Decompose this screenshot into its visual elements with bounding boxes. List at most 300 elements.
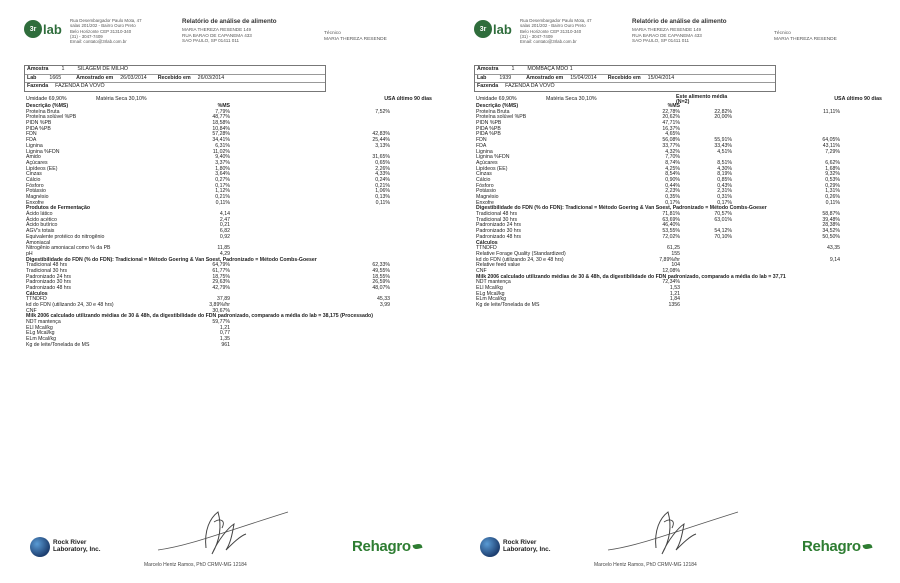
row-value-average: 20,00% — [714, 114, 732, 121]
tecnico-block — [324, 31, 387, 43]
recebido-label: Recebido em — [607, 74, 641, 81]
recebido-date: 15/04/2014 — [647, 74, 675, 81]
address-line: Belo Horizonte CEP 31310-340 — [520, 28, 582, 34]
row-label: PIDN %PB — [476, 120, 502, 127]
row-label: FDN — [26, 131, 37, 138]
amostrado-label: Amostrado em — [526, 74, 564, 81]
row-value-ms: 4,32% — [665, 148, 680, 155]
row-value-ms: %MS — [217, 103, 230, 109]
rock-river-logo — [480, 537, 550, 557]
row-value-usa: 42,83% — [372, 131, 390, 138]
row-label: FDN — [476, 137, 487, 144]
row-value-ms: 64,79% — [212, 262, 230, 269]
row-label: Produtos de Fermentação — [26, 205, 90, 212]
row-label: CNF — [476, 267, 487, 274]
row-label: Nitrogênio amoniacal como % da PB — [26, 245, 111, 252]
row-label: Fósforo — [476, 182, 494, 189]
row-value-ms: 7,89%/hr — [659, 256, 680, 263]
row-label: Descrição (%MS) — [476, 103, 519, 109]
rock-river-name — [503, 540, 550, 554]
row-label: Tradicional 48 hrs — [26, 262, 68, 269]
amostra-row — [475, 66, 775, 75]
row-value-average: 2,31% — [717, 188, 732, 195]
row-label: Proteína Bruta — [26, 108, 60, 115]
umidade-text: Umidade 69,90% — [476, 96, 517, 102]
rehagro-wordmark: Rehagro — [802, 538, 861, 555]
row-value-usa: 64,05% — [822, 137, 840, 144]
row-value-usa: 6,62% — [825, 159, 840, 166]
signature-caption: Marcelo Hentz Ramos, PhD CRMV-MG 12184 — [144, 562, 247, 568]
row-value-usa: 45,33 — [377, 296, 390, 303]
logo-badge: 3r — [24, 20, 42, 38]
row-label: Cinzas — [476, 171, 492, 178]
row-value-usa: 1,68% — [825, 165, 840, 172]
lab-label: Lab — [477, 74, 487, 81]
row-value-ms: 104 — [671, 262, 680, 269]
row-value-ms: 2,47 — [219, 216, 230, 223]
row-value-usa: 39,48% — [822, 216, 840, 223]
row-label: Cálcio — [476, 176, 491, 183]
report-page-left — [8, 0, 448, 583]
row-label: Proteína solúvel %PB — [476, 114, 527, 121]
row-label: Lignina %FDN — [26, 148, 60, 155]
amostra-name: MOMBAÇA MDO 1 — [527, 66, 573, 72]
row-label: ELg Mcal/kg — [476, 290, 505, 297]
amostra-label: Amostra — [27, 66, 49, 72]
row-value-average: 55,91% — [714, 137, 732, 144]
row-label: Magnésio — [26, 194, 49, 200]
row-value-ms: 0,90% — [665, 176, 680, 183]
row-value-average: 4,30% — [717, 165, 732, 172]
amostrado-date: 15/04/2014 — [570, 74, 597, 81]
row-label: Fósforo — [26, 182, 44, 189]
lab-address — [70, 18, 142, 44]
row-value-usa: 43,11% — [822, 142, 840, 149]
row-value-ms: 0,35% — [665, 194, 680, 200]
address-line: salas 201/202 - Bairro Ouro Preto — [70, 23, 136, 29]
row-label: pH — [26, 250, 33, 257]
row-value-ms: 0,21 — [219, 222, 230, 229]
amostra-name: SILAGEM DE MILHO — [77, 66, 129, 72]
lab-row — [25, 75, 325, 84]
row-value-ms: 22,78% — [662, 108, 680, 115]
row-label: Enxofre — [476, 199, 494, 206]
row-label: Proteína solúvel %PB — [26, 114, 77, 121]
row-value-usa: 34,52% — [822, 228, 840, 235]
rock-river-line-1: Rock River — [53, 539, 87, 547]
row-value-ms: 18,58% — [212, 120, 230, 127]
row-label: Descrição (%MS) — [26, 103, 69, 109]
tecnico-label: Técnico — [774, 31, 791, 36]
row-value-ms: 59,77% — [212, 318, 230, 325]
row-label: Relative feed value — [476, 262, 521, 269]
client-address — [632, 27, 702, 44]
row-label: Potássio — [26, 188, 46, 195]
address-line: Belo Horizonte CEP 31310-340 — [70, 28, 132, 34]
address-line: Rua Desembargador Paulo Mota, 47 — [520, 18, 592, 23]
row-label: ELl Mcal/kg — [26, 324, 53, 331]
address-line: Rua Desembargador Paulo Mota, 47 — [70, 18, 142, 23]
row-value-average: 22,82% — [714, 108, 732, 115]
report-title: Relatório de análise de alimento — [632, 18, 727, 25]
row-value-average: 63,01% — [714, 216, 732, 223]
row-value-ms: 0,27% — [215, 176, 230, 183]
3rlab-logo — [24, 20, 62, 38]
row-value-ms: 72,34% — [662, 279, 680, 286]
row-value-ms: 0,92 — [219, 233, 230, 240]
client-line: RUA BARAO DE CAPANEMA 433 — [632, 32, 702, 38]
row-label: Milk 2006 calculado utilizando médias de 30 & 48h, da digestibilidade do FDN padronizado, comparado a média do lab = 37,71 — [476, 273, 786, 280]
table-row — [26, 343, 432, 349]
row-value-ms: 33,77% — [662, 142, 680, 149]
amostra-number: 1 — [511, 66, 515, 72]
row-value-ms: 9,40% — [215, 154, 230, 161]
row-label: ELm Mcal/kg — [476, 296, 506, 303]
row-value-usa: 3,13% — [375, 142, 390, 149]
row-label: Amoniacal — [26, 239, 51, 246]
row-label: Kg de leite/Tonelada de MS — [476, 301, 540, 308]
row-value-ms: 1,12% — [215, 188, 230, 195]
row-label: Ácido lático — [26, 211, 53, 218]
row-label: Equivalente protéico do nitrogênio — [26, 233, 105, 240]
row-value-ms: 20,62% — [662, 114, 680, 121]
row-label: Lignina — [26, 142, 43, 149]
row-value-ms: 8,74% — [665, 159, 680, 166]
row-label: Digestibilidade do FDN (% do FDN): Tradicional = Método Goering & Van Soest, Padronizado = Método Combs-Goeser — [476, 205, 767, 212]
row-value-ms: 1356 — [668, 301, 680, 308]
row-value-ms: 57,28% — [212, 131, 230, 138]
row-value-usa: 7,52% — [375, 108, 390, 115]
row-label: Lipídeos (EE) — [476, 165, 508, 172]
rehagro-logo — [802, 538, 872, 555]
report-header — [474, 14, 892, 62]
row-value-usa: 11,11% — [823, 108, 840, 115]
row-value-ms: 1,53 — [669, 284, 680, 291]
rock-river-logo — [30, 537, 100, 557]
row-label: TTNDFD — [26, 296, 47, 303]
row-label: NDT mantença — [476, 279, 511, 286]
row-value-usa: 49,55% — [372, 267, 390, 274]
row-label: Açúcares — [476, 159, 498, 166]
leaf-icon — [862, 543, 872, 550]
rock-river-line-2: Laboratory, Inc. — [53, 546, 101, 553]
row-label: Lignina — [476, 148, 493, 155]
row-value-usa: 2,26% — [375, 165, 390, 172]
address-line: Email: contato@3rlab.com.br — [520, 39, 577, 45]
row-value-ms: 3,89%/hr — [209, 302, 230, 309]
lab-row — [475, 75, 775, 84]
row-value-usa: 62,33% — [372, 262, 390, 269]
row-value-usa: 18,55% — [372, 273, 390, 280]
row-value-ms: 61,25 — [667, 245, 680, 252]
globe-icon — [30, 537, 50, 557]
signature — [148, 500, 298, 567]
fazenda-label: Fazenda — [477, 83, 499, 90]
usa-90-days-header: USA último 90 dias — [384, 96, 432, 102]
rock-river-line-2: Laboratory, Inc. — [503, 546, 551, 553]
row-label: PIDA %PB — [26, 125, 51, 132]
lab-address — [520, 18, 592, 44]
este-alimento-header: Este alimento média (N=2) — [676, 94, 728, 106]
row-value-usa: 50,50% — [822, 233, 840, 240]
row-value-ms: 37,89 — [217, 296, 230, 303]
row-value-usa: 26,59% — [372, 279, 390, 286]
row-label: Enxofre — [26, 199, 44, 206]
tecnico-label: Técnico — [324, 31, 341, 36]
row-label: PIDN %PB — [26, 120, 52, 127]
client-line: RUA BARAO DE CAPANEMA 433 — [182, 32, 252, 38]
amostrado-date: 26/03/2014 — [120, 74, 147, 81]
row-value-usa: 0,29% — [825, 182, 840, 189]
row-label: AGV's totais — [26, 228, 55, 235]
row-value-usa: 0,24% — [375, 176, 390, 183]
address-line: Email: contato@3rlab.com.br — [70, 39, 127, 45]
row-label: ELm Mcal/kg — [26, 336, 56, 342]
row-value-ms: 4,14 — [219, 211, 230, 218]
address-line: salas 201/202 - Bairro Ouro Preto — [520, 23, 586, 29]
row-value-ms: 63,69% — [662, 216, 680, 223]
address-line: (31) - 3047-7409 — [520, 33, 553, 39]
row-value-ms: 1,35 — [219, 336, 230, 342]
row-value-average: 54,12% — [714, 228, 732, 235]
report-page-right — [458, 0, 898, 583]
row-value-ms: 72,02% — [662, 233, 680, 240]
report-title: Relatório de análise de alimento — [182, 18, 277, 25]
report-header — [24, 14, 442, 62]
row-label: Amido — [26, 154, 41, 161]
signature-caption: Marcelo Hentz Ramos, PhD CRMV-MG 12184 — [594, 562, 697, 568]
amostra-number: 1 — [61, 66, 65, 72]
row-value-usa: 48,07% — [372, 285, 390, 291]
table-row — [476, 303, 882, 309]
row-value-ms: 3,64% — [215, 171, 230, 178]
row-value-average: 0,85% — [717, 176, 732, 183]
row-value-ms: 1,21 — [219, 324, 230, 331]
row-value-ms: 42,79% — [212, 285, 230, 291]
umidade-text: Umidade 69,90% — [26, 96, 67, 102]
row-value-ms: 53,55% — [662, 228, 680, 235]
row-value-usa: 7,29% — [825, 148, 840, 155]
row-value-ms: 1,21 — [669, 290, 680, 297]
client-line: SAO PAULO, SP 01411 011 — [182, 38, 240, 44]
amostrado-label: Amostrado em — [76, 74, 114, 81]
rehagro-wordmark: Rehagro — [352, 538, 411, 555]
row-value-usa: 0,11% — [825, 199, 840, 206]
row-value-ms: 71,81% — [662, 211, 680, 218]
row-label: Cálculos — [476, 239, 498, 246]
row-label: Tradicional 30 hrs — [26, 267, 68, 274]
row-label: Magnésio — [476, 194, 499, 200]
sample-id-box — [24, 65, 326, 92]
fazenda-name: FAZENDA DA VOVÓ — [505, 83, 555, 90]
tecnico-name: MARIA THEREZA RESENDE — [324, 37, 387, 42]
leaf-icon — [412, 543, 422, 550]
tecnico-name: MARIA THEREZA RESENDE — [774, 37, 837, 42]
row-value-usa: 58,87% — [822, 211, 840, 218]
row-value-ms: 4,25% — [665, 165, 680, 172]
fazenda-row — [475, 83, 775, 91]
row-value-usa: 4,33% — [375, 171, 390, 178]
row-value-average: 33,43% — [714, 142, 732, 149]
row-label: Milk 2006 calculado utilizando médias de 30 & 48h, da digestibilidade do FDN padronizado, comparado a média do lab = 38,175 (Processado) — [26, 313, 373, 320]
row-label: Açúcares — [26, 159, 48, 166]
row-value-ms: 0,44% — [665, 182, 680, 189]
analysis-table — [26, 104, 432, 348]
row-value-usa: 9,14 — [829, 256, 840, 263]
client-address — [182, 27, 252, 44]
client-line: SAO PAULO, SP 01411 011 — [632, 38, 690, 44]
row-label: Cinzas — [26, 171, 42, 178]
row-label: Relative Forage Quality (Standardized) — [476, 250, 566, 257]
row-value-usa: 1,31% — [825, 188, 840, 195]
row-value-usa: 43,35 — [827, 245, 840, 252]
row-value-average: 8,19% — [717, 171, 732, 178]
usa-90-days-header: USA último 90 dias — [834, 96, 882, 102]
row-value-ms: 8,54% — [665, 171, 680, 178]
row-value-ms: 11,02% — [212, 148, 230, 155]
row-value-usa: 0,13% — [375, 194, 390, 200]
row-value-usa: 0,11% — [375, 199, 390, 206]
row-label: NDT mantença — [26, 318, 61, 325]
row-value-ms: 0,77 — [219, 330, 230, 337]
row-label: Cálcio — [26, 176, 41, 183]
row-value-usa: 0,21% — [375, 182, 390, 189]
row-value-ms: 29,63% — [212, 279, 230, 286]
row-label: CNF — [26, 307, 37, 314]
row-value-ms: 3,37% — [215, 159, 230, 166]
row-label: PIDA %PB — [476, 125, 501, 132]
row-label: Ácido butírico — [26, 222, 58, 229]
row-value-ms: 10,84% — [212, 125, 230, 132]
row-value-usa: 0,53% — [825, 176, 840, 183]
logo-word: lab — [493, 21, 512, 37]
row-value-ms: 0,11% — [215, 199, 230, 206]
row-value-usa: 25,44% — [372, 137, 390, 144]
row-value-ms: 61,77% — [212, 267, 230, 274]
lab-number: 1939 — [499, 74, 512, 81]
materia-seca-text: Matéria Seca 30,10% — [546, 96, 597, 102]
row-value-ms: 46,40% — [662, 222, 680, 229]
logo-word: lab — [43, 21, 62, 37]
amostra-label: Amostra — [477, 66, 499, 72]
rehagro-logo — [352, 538, 422, 555]
row-value-ms: 47,71% — [662, 120, 680, 127]
row-label: Kg de leite/Tonelada de MS — [26, 341, 90, 348]
row-value-usa: 3,99 — [379, 302, 390, 309]
sample-id-box — [474, 65, 776, 92]
row-value-ms: 2,23% — [665, 188, 680, 195]
row-value-average: 0,31% — [717, 194, 732, 200]
row-label: PIDA %PB — [476, 131, 501, 138]
row-label: Ácido acético — [26, 216, 57, 223]
row-value-ms: 6,31% — [215, 142, 230, 149]
lab-label: Lab — [27, 74, 37, 81]
row-value-ms: 4,29 — [219, 250, 230, 257]
recebido-label: Recebido em — [157, 74, 191, 81]
analysis-table — [476, 104, 882, 309]
row-value-ms: 1,84 — [669, 296, 680, 303]
row-value-usa: 0,65% — [375, 159, 390, 166]
row-value-average: 70,10% — [714, 233, 732, 240]
row-label: FDA — [476, 142, 487, 149]
fazenda-name: FAZENDA DA VOVÓ — [55, 83, 105, 90]
row-label: Padronizado 24 hrs — [26, 273, 71, 280]
row-value-usa: 28,38% — [822, 222, 840, 229]
row-value-average: 0,43% — [717, 182, 732, 189]
row-value-usa: 1,06% — [375, 188, 390, 195]
row-value-ms: 16,37% — [662, 125, 680, 132]
row-label: Padronizado 30 hrs — [476, 228, 521, 235]
row-label: Cálculos — [26, 290, 48, 297]
signature — [598, 500, 748, 567]
3rlab-logo — [474, 20, 512, 38]
globe-icon — [480, 537, 500, 557]
row-value-ms: 48,77% — [212, 114, 230, 121]
fazenda-label: Fazenda — [27, 83, 49, 90]
row-value-ms: 56,08% — [662, 137, 680, 144]
row-label: Potássio — [476, 188, 496, 195]
rock-river-line-1: Rock River — [503, 539, 537, 547]
address-line: (31) - 3047-7409 — [70, 33, 103, 39]
row-value-average: 70,57% — [714, 211, 732, 218]
row-label: kd do FDN (utilizando 24, 30 e 48 hrs) — [476, 256, 564, 263]
client-line: MARIA THEREZA RESENDE 149 — [632, 27, 702, 32]
row-value-usa: 9,32% — [825, 171, 840, 178]
row-label: Padronizado 48 hrs — [476, 233, 521, 240]
row-value-ms: 7,79% — [215, 108, 230, 115]
tecnico-block — [774, 31, 837, 43]
logo-badge: 3r — [474, 20, 492, 38]
row-value-ms: 0,17% — [665, 199, 680, 206]
row-label: Proteína Bruta — [476, 108, 510, 115]
row-value-ms: 34,41% — [212, 137, 230, 144]
row-value-average: 4,51% — [717, 148, 732, 155]
row-value-ms: 12,08% — [662, 267, 680, 274]
row-value-average: 8,51% — [717, 159, 732, 166]
row-label: FDA — [26, 137, 37, 144]
row-value-ms: 30,67% — [212, 307, 230, 314]
recebido-date: 26/03/2014 — [197, 74, 225, 81]
row-value-average: 0,17% — [717, 199, 732, 206]
row-label: Tradicional 30 hrs — [476, 216, 518, 223]
row-label: Padronizado 48 hrs — [26, 285, 71, 291]
row-label: TTNDFD — [476, 245, 497, 252]
client-line: MARIA THEREZA RESENDE 149 — [182, 27, 252, 32]
row-value-ms: 0,17% — [215, 182, 230, 189]
materia-seca-text: Matéria Seca 30,10% — [96, 96, 147, 102]
row-label: Lignina %FDN — [476, 154, 510, 161]
row-label: kd do FDN (utilizando 24, 30 e 48 hrs) — [26, 302, 114, 309]
row-label: Digestibilidade do FDN (% do FDN): Tradicional = Método Goering & Van Soest, Padronizado = Método Combs-Goeser — [26, 256, 317, 263]
row-value-ms: 11,85 — [217, 245, 230, 252]
row-value-ms: %MS — [667, 103, 680, 109]
row-value-ms: 0,21% — [215, 194, 230, 200]
row-value-ms: 155 — [671, 250, 680, 257]
row-label: Lipídeos (EE) — [26, 165, 58, 172]
row-value-ms: 4,65% — [665, 131, 680, 138]
row-value-usa: 31,65% — [372, 154, 390, 161]
row-value-ms: 7,70% — [665, 154, 680, 161]
row-value-ms: 18,75% — [212, 273, 230, 280]
amostra-row — [25, 66, 325, 75]
row-value-usa: 0,26% — [825, 194, 840, 200]
row-label: ELg Mcal/kg — [26, 330, 55, 337]
fazenda-row — [25, 83, 325, 91]
row-label: Padronizado 24 hrs — [476, 222, 521, 229]
rock-river-name — [53, 540, 100, 554]
row-label: ELl Mcal/kg — [476, 284, 503, 291]
lab-number: 1665 — [49, 74, 62, 81]
